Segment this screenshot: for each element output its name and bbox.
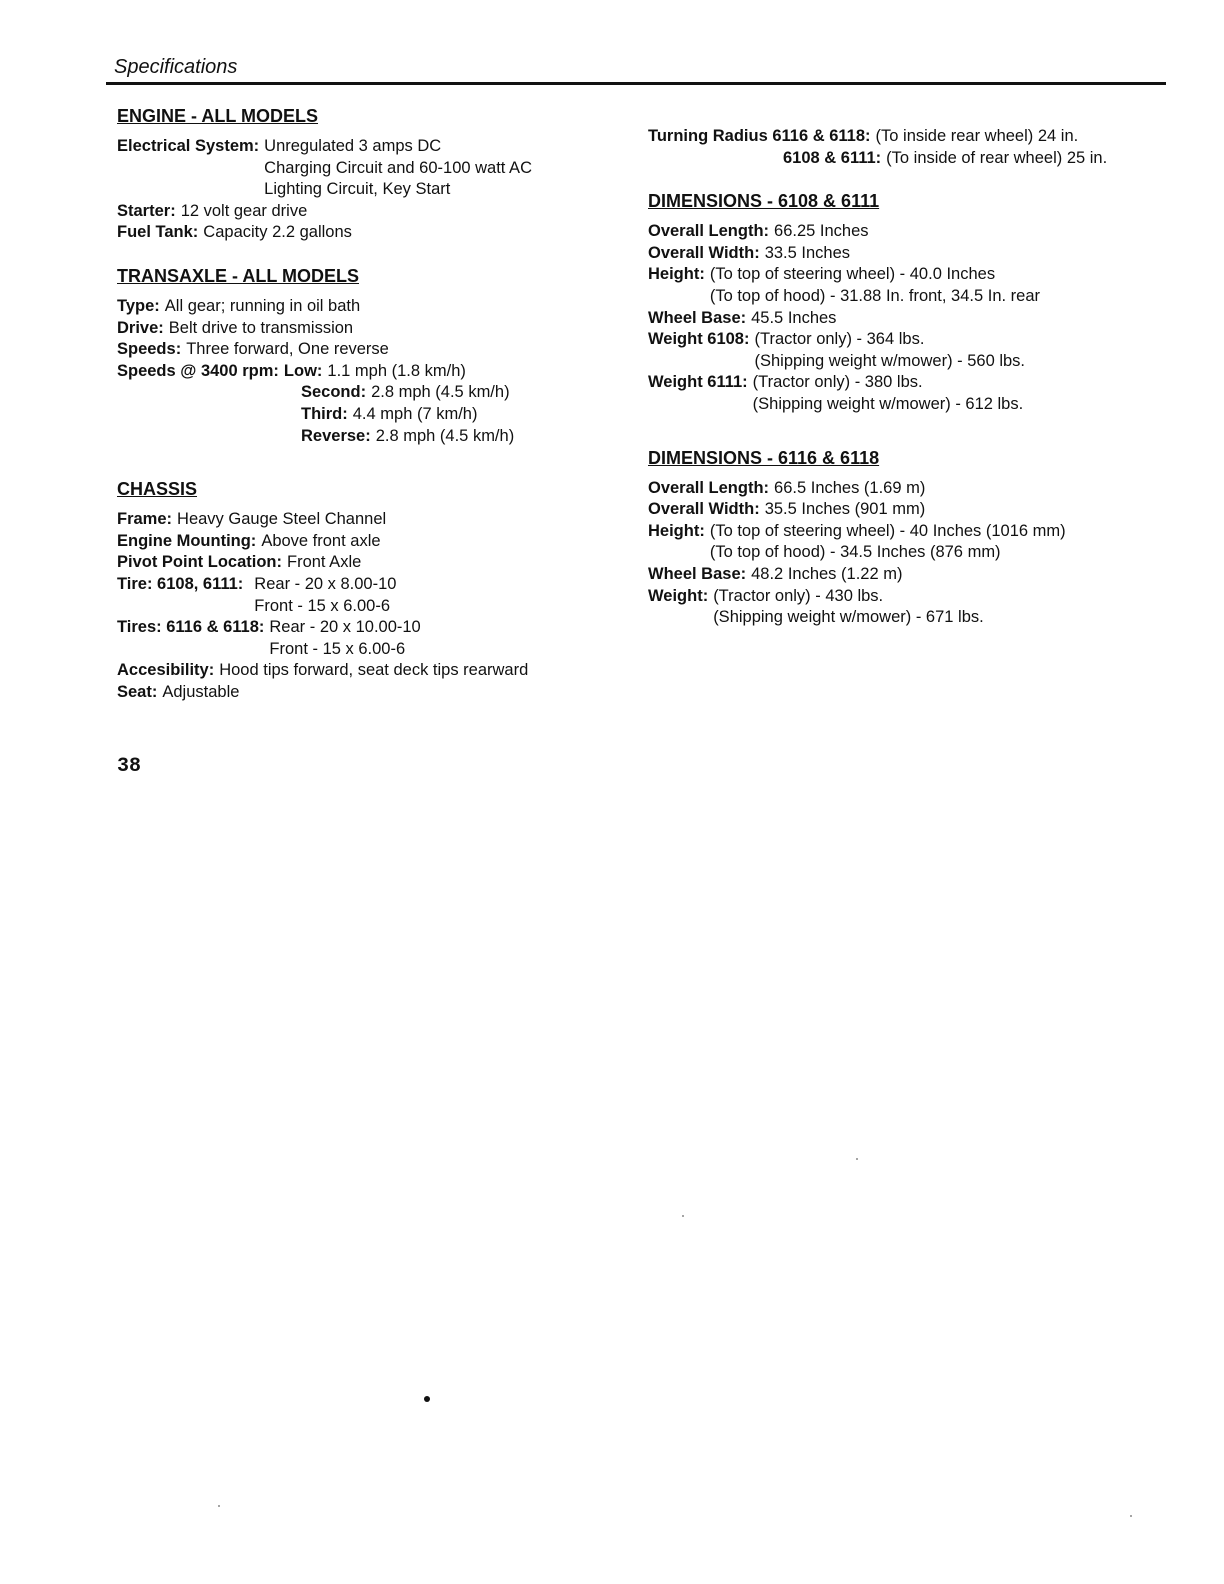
- access-label: Accesibility:: [117, 661, 215, 680]
- dims-a-length-label: Overall Length:: [648, 222, 770, 241]
- dims-a-length-value: 66.25 Inches: [774, 222, 869, 241]
- speeds-rpm-row: [117, 361, 617, 383]
- page-number: 38: [117, 755, 142, 778]
- dims-b-wheelbase-row: [648, 564, 1168, 586]
- second-label: Second:: [301, 383, 367, 402]
- dims-b-weight-value: (Tractor only) - 430 lbs.: [713, 586, 884, 605]
- drive-row: [117, 318, 617, 340]
- scan-speck: [424, 1396, 430, 1402]
- low-label: Low:: [283, 361, 323, 380]
- dims-b-height-row: [648, 521, 1168, 564]
- seat-value: Adjustable: [162, 682, 240, 701]
- third-label: Third:: [301, 404, 348, 423]
- dims-a-height-value: (To top of steering wheel) - 40.0 Inches: [709, 265, 996, 284]
- turning-label: Turning Radius 6116 & 6118:: [648, 127, 871, 145]
- speeds-value: Three forward, One reverse: [186, 340, 389, 359]
- mount-value: Above front axle: [261, 531, 381, 550]
- dims-b-width-row: [648, 499, 1168, 521]
- second-value: 2.8 mph (4.5 km/h): [371, 383, 510, 402]
- pivot-value: Front Axle: [287, 553, 362, 572]
- drive-label: Drive:: [117, 318, 164, 337]
- fuel-label: Fuel Tank:: [117, 223, 199, 242]
- pivot-label: Pivot Point Location:: [117, 553, 282, 572]
- tires-row: [117, 617, 617, 660]
- tires-front: Front - 15 x 6.00-6: [269, 639, 406, 658]
- starter-label: Starter:: [117, 201, 176, 220]
- dims-a-wheelbase-value: 45.5 Inches: [751, 308, 837, 327]
- dims-a-height-label: Height:: [648, 265, 705, 284]
- dims-b-height-value: (To top of steering wheel) - 40 Inches (1016 mm): [709, 521, 1066, 540]
- drive-value: Belt drive to transmission: [168, 318, 354, 337]
- speeds-row: [117, 339, 617, 361]
- dims-a-width-value: 33.5 Inches: [764, 243, 851, 262]
- turning-label-2: 6108 & 6111:: [783, 148, 882, 167]
- electrical-line-1: Unregulated 3 amps DC: [264, 137, 442, 155]
- speeds-label: Speeds:: [117, 340, 182, 359]
- tire-rear: Rear - 20 x 8.00-10: [254, 574, 397, 593]
- electrical-label: Electrical System:: [117, 137, 260, 155]
- dims-a-section-title: DIMENSIONS - 6108 & 6111: [648, 191, 880, 212]
- turning-radius-row-2: [648, 148, 1168, 170]
- speeds-rpm-label: Speeds @ 3400 rpm:: [117, 361, 279, 380]
- scan-speck: [218, 1505, 220, 1507]
- weight-6111-value-2: (Shipping weight w/mower) - 612 lbs.: [752, 394, 1024, 413]
- type-label: Type:: [117, 296, 160, 315]
- fuel-value: Capacity 2.2 gallons: [203, 223, 352, 242]
- third-value: 4.4 mph (7 km/h): [352, 404, 478, 423]
- turning-value-2: (To inside of rear wheel) 25 in.: [886, 148, 1108, 167]
- fuel-row: [117, 222, 617, 244]
- weight-6111-label: Weight 6111:: [648, 373, 748, 392]
- low-value: 1.1 mph (1.8 km/h): [327, 361, 466, 380]
- dims-b-length-value: 66.5 Inches (1.69 m): [774, 478, 926, 497]
- pivot-row: [117, 552, 617, 574]
- tire-label: Tire: 6108, 6111:: [117, 574, 244, 593]
- weight-6111-row: [648, 372, 1168, 415]
- type-row: [117, 296, 617, 318]
- reverse-value: 2.8 mph (4.5 km/h): [375, 426, 515, 445]
- access-value: Hood tips forward, seat deck tips rearward: [219, 661, 529, 680]
- mount-label: Engine Mounting:: [117, 531, 257, 550]
- weight-6108-value-2: (Shipping weight w/mower) - 560 lbs.: [754, 351, 1026, 370]
- tires-rear: Rear - 20 x 10.00-10: [269, 618, 421, 637]
- weight-6108-row: [648, 329, 1168, 372]
- electrical-line-3: Lighting Circuit, Key Start: [264, 180, 451, 199]
- dims-a-wheelbase-row: [648, 308, 1168, 330]
- reverse-label: Reverse:: [301, 426, 371, 445]
- dims-b-height-value-2: (To top of hood) - 34.5 Inches (876 mm): [709, 543, 1001, 562]
- dims-b-wheelbase-value: 48.2 Inches (1.22 m): [751, 564, 903, 583]
- scan-speck: [1130, 1515, 1132, 1517]
- dims-b-weight-value-2: (Shipping weight w/mower) - 671 lbs.: [713, 608, 984, 627]
- frame-label: Frame:: [117, 510, 173, 529]
- dims-a-height-value-2: (To top of hood) - 31.88 In. front, 34.5 In. rear: [709, 286, 1041, 305]
- dims-a-width-label: Overall Width:: [648, 243, 760, 262]
- electrical-line-2: Charging Circuit and 60-100 watt AC: [264, 158, 532, 177]
- tires-label: Tires: 6116 & 6118:: [117, 618, 265, 637]
- dims-a-length-row: [648, 221, 1168, 243]
- electrical-system-row: [117, 136, 617, 201]
- right-column: [648, 126, 1168, 629]
- starter-value: 12 volt gear drive: [180, 201, 308, 220]
- dims-a-width-row: [648, 243, 1168, 265]
- dims-b-width-label: Overall Width:: [648, 500, 760, 519]
- seat-label: Seat:: [117, 682, 158, 701]
- dims-b-length-label: Overall Length:: [648, 478, 770, 497]
- dims-b-weight-row: [648, 586, 1168, 629]
- scan-speck: [856, 1158, 858, 1160]
- dims-b-width-value: 35.5 Inches (901 mm): [764, 500, 926, 519]
- header-rule: [106, 82, 1166, 85]
- weight-6108-label: Weight 6108:: [648, 330, 750, 349]
- type-value: All gear; running in oil bath: [164, 296, 361, 315]
- weight-6108-value: (Tractor only) - 364 lbs.: [754, 330, 925, 349]
- dims-b-length-row: [648, 478, 1168, 500]
- starter-row: [117, 201, 617, 223]
- turning-value: (To inside rear wheel) 24 in.: [875, 127, 1079, 145]
- frame-row: [117, 509, 617, 531]
- dims-a-wheelbase-label: Wheel Base:: [648, 308, 747, 327]
- mounting-row: [117, 531, 617, 553]
- tire-front: Front - 15 x 6.00-6: [254, 596, 391, 615]
- left-column: [117, 104, 617, 703]
- page-header-title: Specifications: [114, 56, 238, 78]
- engine-section-title: ENGINE - ALL MODELS: [117, 106, 319, 126]
- dims-b-section-title: DIMENSIONS - 6116 & 6118: [648, 447, 880, 468]
- accessibility-row: [117, 660, 617, 682]
- dims-a-height-row: [648, 264, 1168, 307]
- weight-6111-value: (Tractor only) - 380 lbs.: [752, 373, 923, 392]
- transaxle-section-title: TRANSAXLE - ALL MODELS: [117, 265, 359, 286]
- turning-radius-row: [648, 126, 1168, 148]
- tire-row: [117, 574, 617, 617]
- seat-row: [117, 682, 617, 704]
- frame-value: Heavy Gauge Steel Channel: [177, 510, 387, 529]
- dims-b-weight-label: Weight:: [648, 586, 709, 605]
- dims-b-height-label: Height:: [648, 521, 705, 540]
- dims-b-wheelbase-label: Wheel Base:: [648, 564, 747, 583]
- scan-speck: [682, 1215, 684, 1217]
- chassis-section-title: CHASSIS: [117, 479, 198, 500]
